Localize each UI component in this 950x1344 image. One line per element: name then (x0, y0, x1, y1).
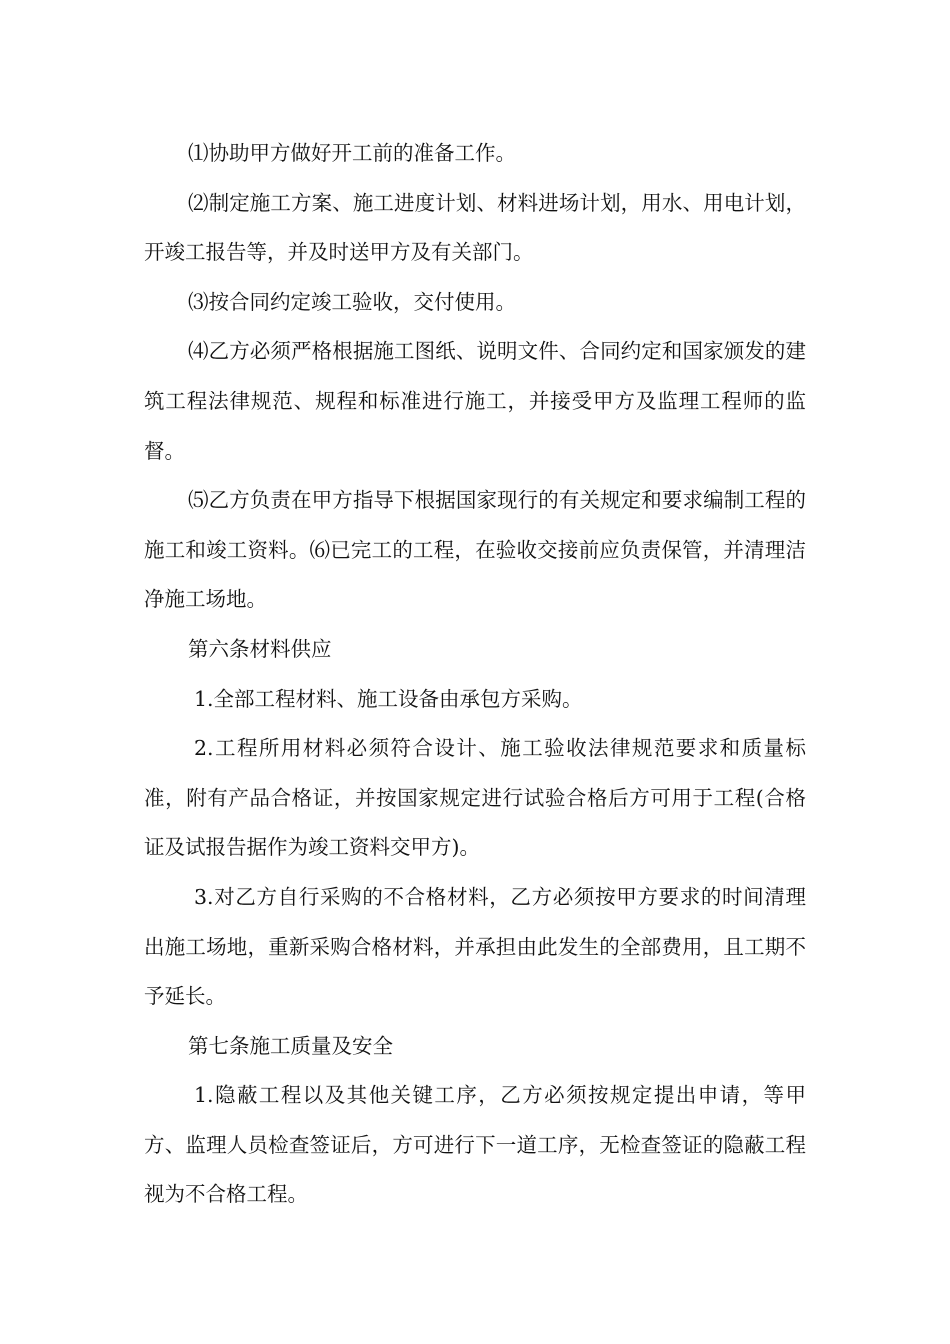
paragraph-item-2: ⑵制定施工方案、施工进度计划、材料进场计划，用水、用电计划，开竣工报告等，并及时送甲方及有关部门。 (144, 190, 806, 265)
clause-6-3: 3.对乙方自行采购的不合格材料，乙方必须按甲方要求的时间清理出施工场地，重新采购合格材料，并承担由此发生的全部费用，且工期不予延长。 (144, 884, 806, 1009)
paragraph-item-4: ⑷乙方必须严格根据施工图纸、说明文件、合同约定和国家颁发的建筑工程法律规范、规程和标准进行施工，并接受甲方及监理工程师的监督。 (144, 339, 806, 463)
paragraph-item-1: ⑴协助甲方做好开工前的准备工作。 (188, 141, 516, 165)
paragraph-item-3: ⑶按合同约定竣工验收，交付使用。 (188, 289, 516, 314)
clause-6-2: 2.工程所用材料必须符合设计、施工验收法律规范要求和质量标准，附有产品合格证，并按国家规定进行试验合格后方可用于工程(合格证及试报告据作为竣工资料交甲方)。 (144, 736, 806, 860)
paragraph-item-5: ⑸乙方负责在甲方指导下根据国家现行的有关规定和要求编制工程的施工和竣工资料。⑹已完工的工程，在验收交接前应负责保管，并清理洁净施工场地。 (144, 488, 806, 612)
section-heading-quality-safety: 第七条施工质量及安全 (188, 1033, 393, 1058)
section-heading-materials: 第六条材料供应 (188, 636, 332, 661)
document-body (144, 129, 806, 1220)
clause-6-1: 1.全部工程材料、施工设备由承包方采购。 (194, 686, 583, 711)
clause-7-1: 1.隐蔽工程以及其他关键工序，乙方必须按规定提出申请，等甲方、监理人员检查签证后，方可进行下一道工序，无检查签证的隐蔽工程视为不合格工程。 (144, 1083, 806, 1207)
